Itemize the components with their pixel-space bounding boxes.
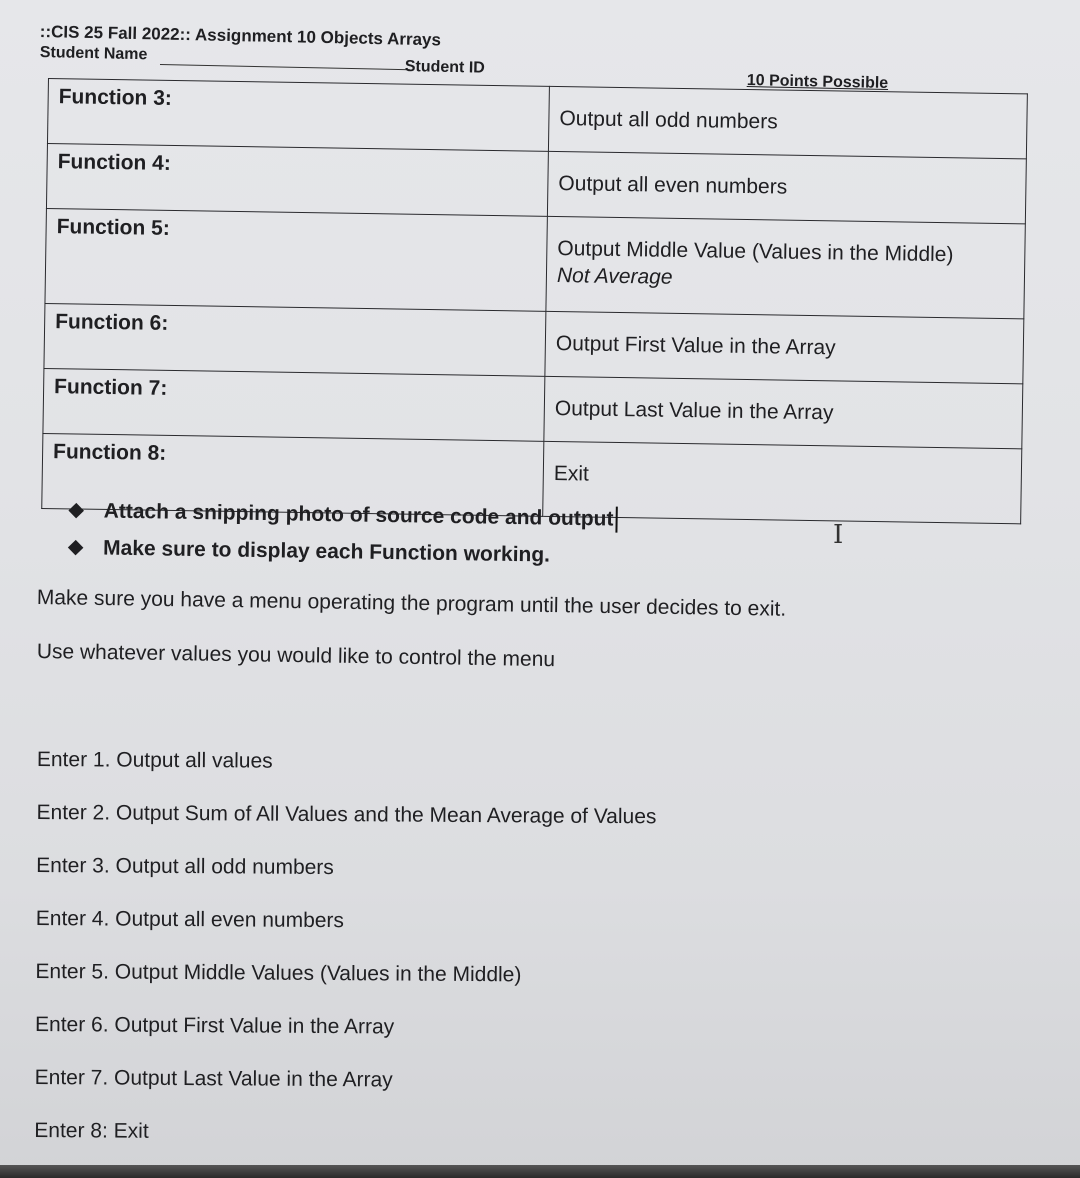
function-name-cell: Function 8:: [42, 433, 544, 516]
function-desc-cell: [547, 151, 1026, 224]
function-desc-text: Output Middle Value (Values in the Middle): [557, 237, 954, 267]
function-desc-cell: [548, 86, 1027, 159]
function-name-cell: Function 7:: [43, 368, 545, 441]
function-name-cell: Function 3:: [47, 79, 549, 152]
monitor-bezel-edge: [0, 1165, 1080, 1178]
student-name-label: Student Name: [39, 44, 148, 64]
diamond-bullet-icon: [70, 503, 84, 517]
menu-option[interactable]: Enter 5. Output Middle Values (Values in the Middle): [35, 959, 522, 987]
function-desc-text: Output all even numbers: [558, 172, 788, 199]
student-name-underline: [160, 64, 410, 70]
menu-option[interactable]: Enter 2. Output Sum of All Values and the Mean Average of Values: [36, 800, 657, 829]
function-name-cell: Function 4:: [46, 143, 548, 216]
menu-option[interactable]: Enter 6. Output First Value in the Array: [34, 1012, 395, 1039]
text-caret: [615, 506, 617, 532]
bullet-text[interactable]: Attach a snipping photo of source code and output: [103, 499, 614, 531]
function-desc-text: Output First Value in the Array: [555, 332, 836, 360]
instruction-bullets: [69, 492, 618, 575]
menu-option[interactable]: Enter 3. Output all odd numbers: [36, 853, 334, 880]
function-desc-text: Output Last Value in the Array: [554, 397, 834, 425]
function-desc-cell: [546, 216, 1025, 318]
menu-instruction-paragraph[interactable]: Make sure you have a menu operating the program until the user decides to exit.: [36, 586, 787, 621]
function-desc-cell: [545, 311, 1024, 384]
menu-option[interactable]: Enter 4. Output all even numbers: [35, 906, 345, 933]
function-desc-text: Exit: [553, 461, 590, 486]
diamond-bullet-icon: [69, 540, 83, 554]
function-desc-note: Not Average: [556, 264, 673, 289]
text-cursor-icon: I: [833, 520, 844, 550]
function-desc-cell: [544, 376, 1023, 449]
bullet-text[interactable]: Make sure to display each Function working.: [102, 536, 551, 567]
function-desc-text: Output all odd numbers: [559, 107, 778, 134]
assignment-title: ::CIS 25 Fall 2022:: Assignment 10 Objects Arrays: [39, 22, 442, 50]
student-id-label: Student ID: [404, 58, 485, 77]
menu-option[interactable]: Enter 7. Output Last Value in the Array: [34, 1065, 393, 1092]
list-item: [69, 529, 617, 575]
menu-option[interactable]: Enter 1. Output all values: [36, 748, 273, 773]
function-name-cell: Function 5:: [45, 208, 547, 311]
table-row: [45, 208, 1025, 318]
values-instruction-paragraph[interactable]: Use whatever values you would like to control the menu: [36, 640, 556, 672]
function-name-cell: Function 6:: [44, 303, 546, 376]
menu-option[interactable]: Enter 8: Exit: [34, 1118, 149, 1143]
menu-options-list: [34, 748, 657, 1176]
points-possible-label: 10 Points Possible: [746, 72, 889, 92]
functions-table: [41, 78, 1028, 524]
